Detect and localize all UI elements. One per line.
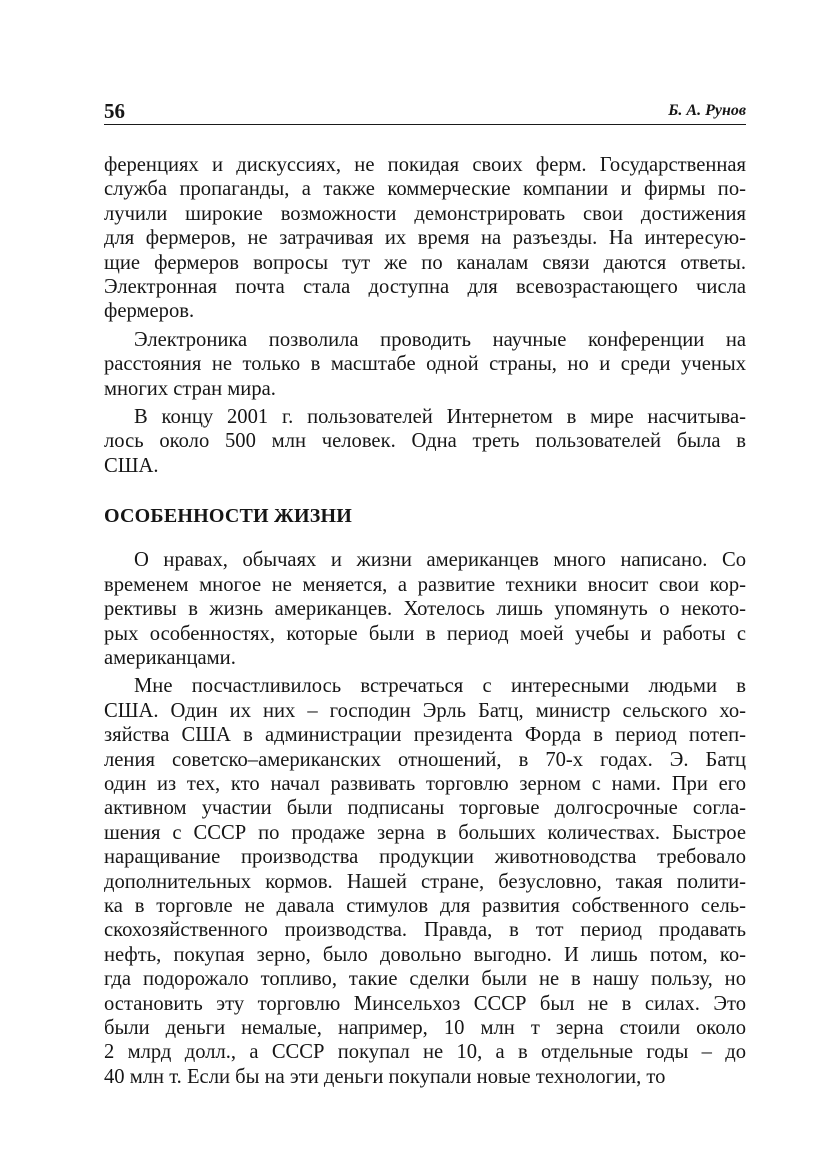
paragraph [104, 328, 746, 401]
text-line: дополнительных кормов. Нашей стране, безусловно, такая полити- [104, 870, 746, 893]
text-line: наращивание производства продукции животноводства требовало [104, 846, 746, 869]
text-line: США. [104, 454, 159, 477]
text-line: 2 млрд долл., а СССР покупал не 10, а в отдельные годы – до [104, 1041, 746, 1064]
text-line: гда подорожало топливо, такие сделки были не в нашу пользу, но [104, 968, 746, 991]
text-line: остановить эту торговлю Минсельхоз СССР был не в силах. Это [104, 992, 746, 1015]
text-line: скохозяйственного производства. Правда, в тот период продавать [104, 919, 746, 942]
book-page [104, 96, 746, 1093]
paragraph [104, 405, 746, 478]
text-block-before-section [104, 153, 746, 478]
text-line: расстояния не только в масштабе одной страны, но и среди ученых [104, 353, 746, 376]
text-line: рективы в жизнь американцев. Хотелось лишь упомянуть о некото- [104, 598, 746, 621]
text-line: Электронная почта стала доступна для всевозрастающего числа [104, 276, 746, 299]
text-line: шения с СССР по продаже зерна в больших количествах. Быстрое [104, 821, 746, 844]
text-line: американцами. [104, 646, 236, 669]
text-block-after-section [104, 548, 746, 1089]
text-line: О нравах, обычаях и жизни американцев много написано. Со [134, 549, 746, 572]
text-line: США. Один их них – господин Эрль Батц, министр сельского хо- [104, 699, 746, 722]
running-title: Б. А. Рунов [668, 102, 746, 119]
text-line: рых особенностях, которые были в период моей учебы и работы с [104, 622, 746, 645]
text-line: ления советско–американских отношений, в 70-х годах. Э. Батц [104, 748, 746, 771]
text-line: 40 млн т. Если бы на эти деньги покупали новые технологии, то [104, 1065, 666, 1088]
text-line: Мне посчастливилось встречаться с интересными людьми в [134, 675, 746, 698]
text-line: многих стран мира. [104, 377, 276, 400]
text-line: ка в торговле не давала стимулов для развития собственного сель- [104, 894, 746, 917]
text-line: для фермеров, не затрачивая их время на разъезды. На интересую- [104, 227, 746, 250]
text-line: один из тех, кто начал развивать торговлю зерном с нами. При его [104, 772, 746, 795]
text-line: В концу 2001 г. пользователей Интернетом в мире насчитыва- [134, 406, 746, 429]
text-line: фермеров. [104, 300, 195, 323]
text-line: служба пропаганды, а также коммерческие компании и фирмы по- [104, 178, 746, 201]
paragraph [104, 674, 746, 1089]
text-line: временем многое не меняется, а развитие техники вносит свои кор- [104, 573, 746, 596]
text-line: щие фермеров вопросы тут же по каналам связи даются ответы. [104, 251, 746, 274]
text-line: Электроника позволила проводить научные конференции на [134, 328, 746, 351]
text-line: были деньги немалые, например, 10 млн т зерна стоили около [104, 1017, 746, 1039]
text-line: нефть, покупая зерно, было довольно выгодно. И лишь потом, ко- [104, 943, 746, 966]
text-line: активном участии были подписаны торговые долгосрочные согла- [104, 797, 746, 820]
page-header [104, 96, 746, 125]
paragraph [104, 153, 746, 324]
text-line: зяйства США в администрации президента Форда в период потеп- [104, 724, 746, 747]
page-body [104, 153, 746, 1089]
text-line: ференциях и дискуссиях, не покидая своих ферм. Государственная [104, 154, 746, 176]
text-line: лучили широкие возможности демонстрировать свои достижения [104, 202, 746, 225]
paragraph [104, 548, 746, 670]
page-number: 56 [104, 99, 125, 123]
text-line: лось около 500 млн человек. Одна треть пользователей была в [104, 430, 746, 453]
section-title: ОСОБЕННОСТИ ЖИЗНИ [104, 505, 353, 528]
